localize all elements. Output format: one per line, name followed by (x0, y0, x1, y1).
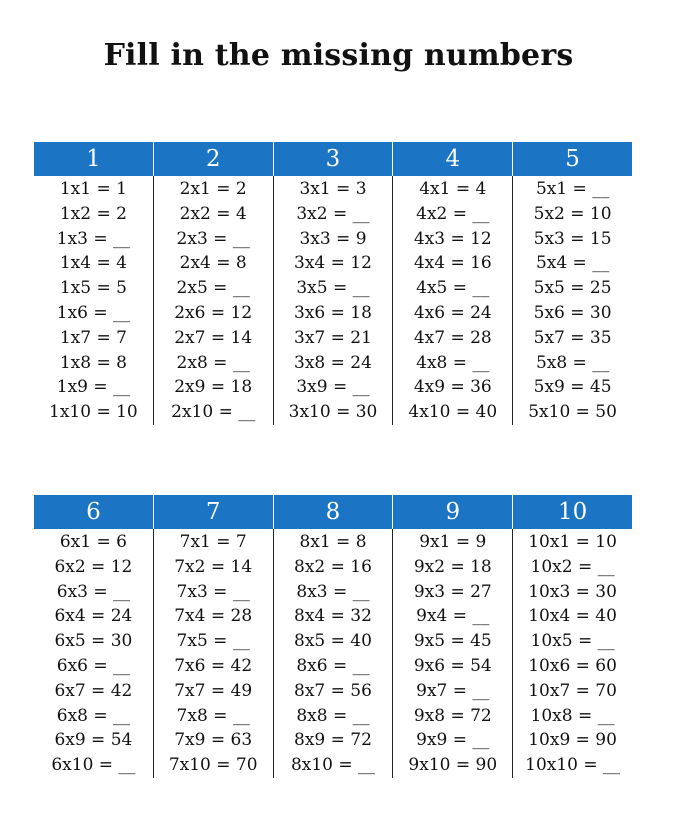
equation-cell: 9x7 = __ (416, 680, 490, 701)
equation-cell: 3x5 = __ (296, 278, 370, 299)
page-title: Fill in the missing numbers (103, 38, 574, 73)
table-column (392, 176, 512, 425)
equation-cell: 7x10 = 70 (168, 755, 258, 776)
equation-cell: 4x6 = 24 (413, 302, 492, 323)
equation-cell: 10x10 = __ (525, 755, 621, 776)
equation-cell: 10x3 = 30 (528, 581, 617, 602)
equation-cell: 6x9 = 54 (54, 730, 133, 751)
equation-cell: 9x10 = 90 (408, 755, 498, 776)
equation-cell: 5x8 = __ (535, 352, 610, 373)
equation-cell: 5x9 = 45 (533, 377, 612, 398)
equation-cell: 7x1 = 7 (179, 532, 247, 552)
equation-cell: 3x1 = 3 (299, 179, 367, 199)
table-column (34, 529, 153, 778)
equation-cell: 2x8 = __ (176, 352, 250, 373)
equation-cell: 5x7 = 35 (533, 327, 612, 348)
equation-cell: 6x6 = __ (56, 655, 131, 676)
times-table-6-to-10 (34, 495, 632, 778)
equation-cell: 7x4 = 28 (174, 606, 253, 627)
equation-cell: 4x4 = 16 (413, 253, 492, 274)
equation-cell: 3x3 = 9 (299, 228, 367, 249)
column-header: 1 (86, 146, 101, 172)
equation-cell: 8x1 = 8 (299, 532, 367, 552)
equation-cell: 5x3 = 15 (533, 228, 612, 249)
equation-cell: 3x10 = 30 (288, 402, 378, 423)
equation-cell: 4x8 = __ (416, 352, 490, 373)
column-header: 9 (392, 495, 512, 529)
equation-cell: 3x6 = 18 (294, 302, 372, 323)
equation-cell: 1x8 = 8 (59, 352, 127, 373)
equation-cell: 9x8 = 72 (413, 705, 492, 726)
equation-cell: 10x8 = __ (530, 705, 615, 726)
equation-cell: 3x7 = 21 (294, 327, 372, 348)
equation-cell: 9x5 = 45 (413, 631, 492, 652)
equation-cell: 9x4 = __ (416, 606, 490, 627)
table-column (153, 176, 273, 425)
equation-cell: 1x9 = __ (56, 377, 131, 398)
column-header: 10 (512, 495, 632, 529)
equation-cell: 6x8 = __ (56, 705, 131, 726)
equation-cell: 10x7 = 70 (528, 680, 617, 701)
equation-cell: 6x5 = 30 (54, 631, 133, 652)
equation-cell: 1x2 = 2 (59, 203, 127, 224)
equation-cell: 8x6 = __ (296, 655, 370, 676)
equation-cell: 9x2 = 18 (413, 556, 492, 577)
equation-cell: 1x6 = __ (56, 302, 131, 323)
equation-cell: 6x7 = 42 (54, 680, 133, 701)
equation-cell: 2x3 = __ (176, 228, 250, 249)
equation-cell: 6x3 = __ (56, 581, 131, 602)
equation-cell: 8x5 = 40 (294, 631, 372, 652)
equation-cell: 2x10 = __ (171, 402, 256, 423)
equation-cell: 2x4 = 8 (179, 253, 247, 274)
equation-cell: 2x6 = 12 (174, 302, 253, 323)
equation-cell: 8x10 = __ (290, 755, 376, 776)
equation-cell: 8x7 = 56 (294, 680, 372, 701)
table-column (273, 176, 393, 425)
table-column (34, 176, 153, 425)
equation-cell: 8x8 = __ (296, 705, 370, 726)
column-header: 7 (153, 495, 273, 529)
times-table-1-to-5 (34, 142, 632, 425)
column-header: 6 (86, 499, 101, 525)
equation-cell: 4x7 = 28 (413, 327, 492, 348)
column-header: 2 (153, 142, 273, 176)
equation-cell: 7x9 = 63 (174, 730, 253, 751)
equation-cell: 1x3 = __ (56, 228, 131, 249)
table-column (392, 529, 512, 778)
equation-cell: 6x2 = 12 (54, 556, 133, 577)
equation-cell: 6x10 = __ (51, 755, 136, 776)
table-column (512, 176, 632, 425)
equation-cell: 7x8 = __ (176, 705, 250, 726)
equation-cell: 5x2 = 10 (533, 203, 612, 224)
equation-cell: 1x1 = 1 (59, 179, 127, 199)
equation-cell: 4x1 = 4 (419, 179, 487, 199)
table-column (273, 529, 393, 778)
equation-cell: 8x9 = 72 (294, 730, 372, 751)
equation-cell: 4x9 = 36 (413, 377, 492, 398)
equation-cell: 7x7 = 49 (174, 680, 253, 701)
equation-cell: 5x1 = __ (535, 179, 610, 199)
table-column (512, 529, 632, 778)
column-header: 8 (273, 495, 393, 529)
equation-cell: 5x5 = 25 (533, 278, 612, 299)
equation-cell: 10x6 = 60 (528, 655, 617, 676)
equation-cell: 9x6 = 54 (413, 655, 492, 676)
column-header: 5 (512, 142, 632, 176)
equation-cell: 4x2 = __ (416, 203, 490, 224)
equation-cell: 7x5 = __ (176, 631, 250, 652)
equation-cell: 4x5 = __ (416, 278, 490, 299)
equation-cell: 10x4 = 40 (528, 606, 617, 627)
equation-cell: 6x4 = 24 (54, 606, 133, 627)
equation-cell: 2x9 = 18 (174, 377, 253, 398)
equation-cell: 10x1 = 10 (528, 532, 617, 552)
equation-cell: 5x10 = 50 (528, 402, 617, 423)
equation-cell: 8x4 = 32 (294, 606, 372, 627)
equation-cell: 4x3 = 12 (413, 228, 492, 249)
equation-cell: 2x5 = __ (176, 278, 250, 299)
equation-cell: 10x5 = __ (530, 631, 615, 652)
equation-cell: 9x9 = __ (416, 730, 490, 751)
equation-cell: 10x2 = __ (530, 556, 615, 577)
equation-cell: 7x6 = 42 (174, 655, 253, 676)
equation-cell: 2x1 = 2 (179, 179, 247, 199)
equation-cell: 6x1 = 6 (59, 532, 127, 552)
equation-cell: 10x9 = 90 (528, 730, 617, 751)
column-header: 3 (273, 142, 393, 176)
equation-cell: 8x2 = 16 (294, 556, 372, 577)
equation-cell: 2x7 = 14 (174, 327, 253, 348)
equation-cell: 2x2 = 4 (179, 203, 247, 224)
equation-cell: 1x5 = 5 (59, 278, 127, 299)
equation-cell: 4x10 = 40 (408, 402, 498, 423)
equation-cell: 8x3 = __ (296, 581, 370, 602)
equation-cell: 5x6 = 30 (533, 302, 612, 323)
table-column (153, 529, 273, 778)
equation-cell: 9x1 = 9 (419, 532, 487, 552)
equation-cell: 3x9 = __ (296, 377, 370, 398)
header-row (34, 495, 632, 529)
header-row (34, 142, 632, 176)
equation-cell: 7x2 = 14 (174, 556, 253, 577)
columns-container (34, 529, 632, 778)
equation-cell: 1x10 = 10 (49, 402, 138, 423)
equation-cell: 3x2 = __ (296, 203, 370, 224)
equation-cell: 3x8 = 24 (294, 352, 372, 373)
equation-cell: 1x7 = 7 (59, 327, 127, 348)
equation-cell: 3x4 = 12 (294, 253, 372, 274)
equation-cell: 5x4 = __ (535, 253, 610, 274)
columns-container (34, 176, 632, 425)
equation-cell: 7x3 = __ (176, 581, 250, 602)
column-header: 4 (392, 142, 512, 176)
equation-cell: 1x4 = 4 (59, 253, 127, 274)
equation-cell: 9x3 = 27 (413, 581, 492, 602)
